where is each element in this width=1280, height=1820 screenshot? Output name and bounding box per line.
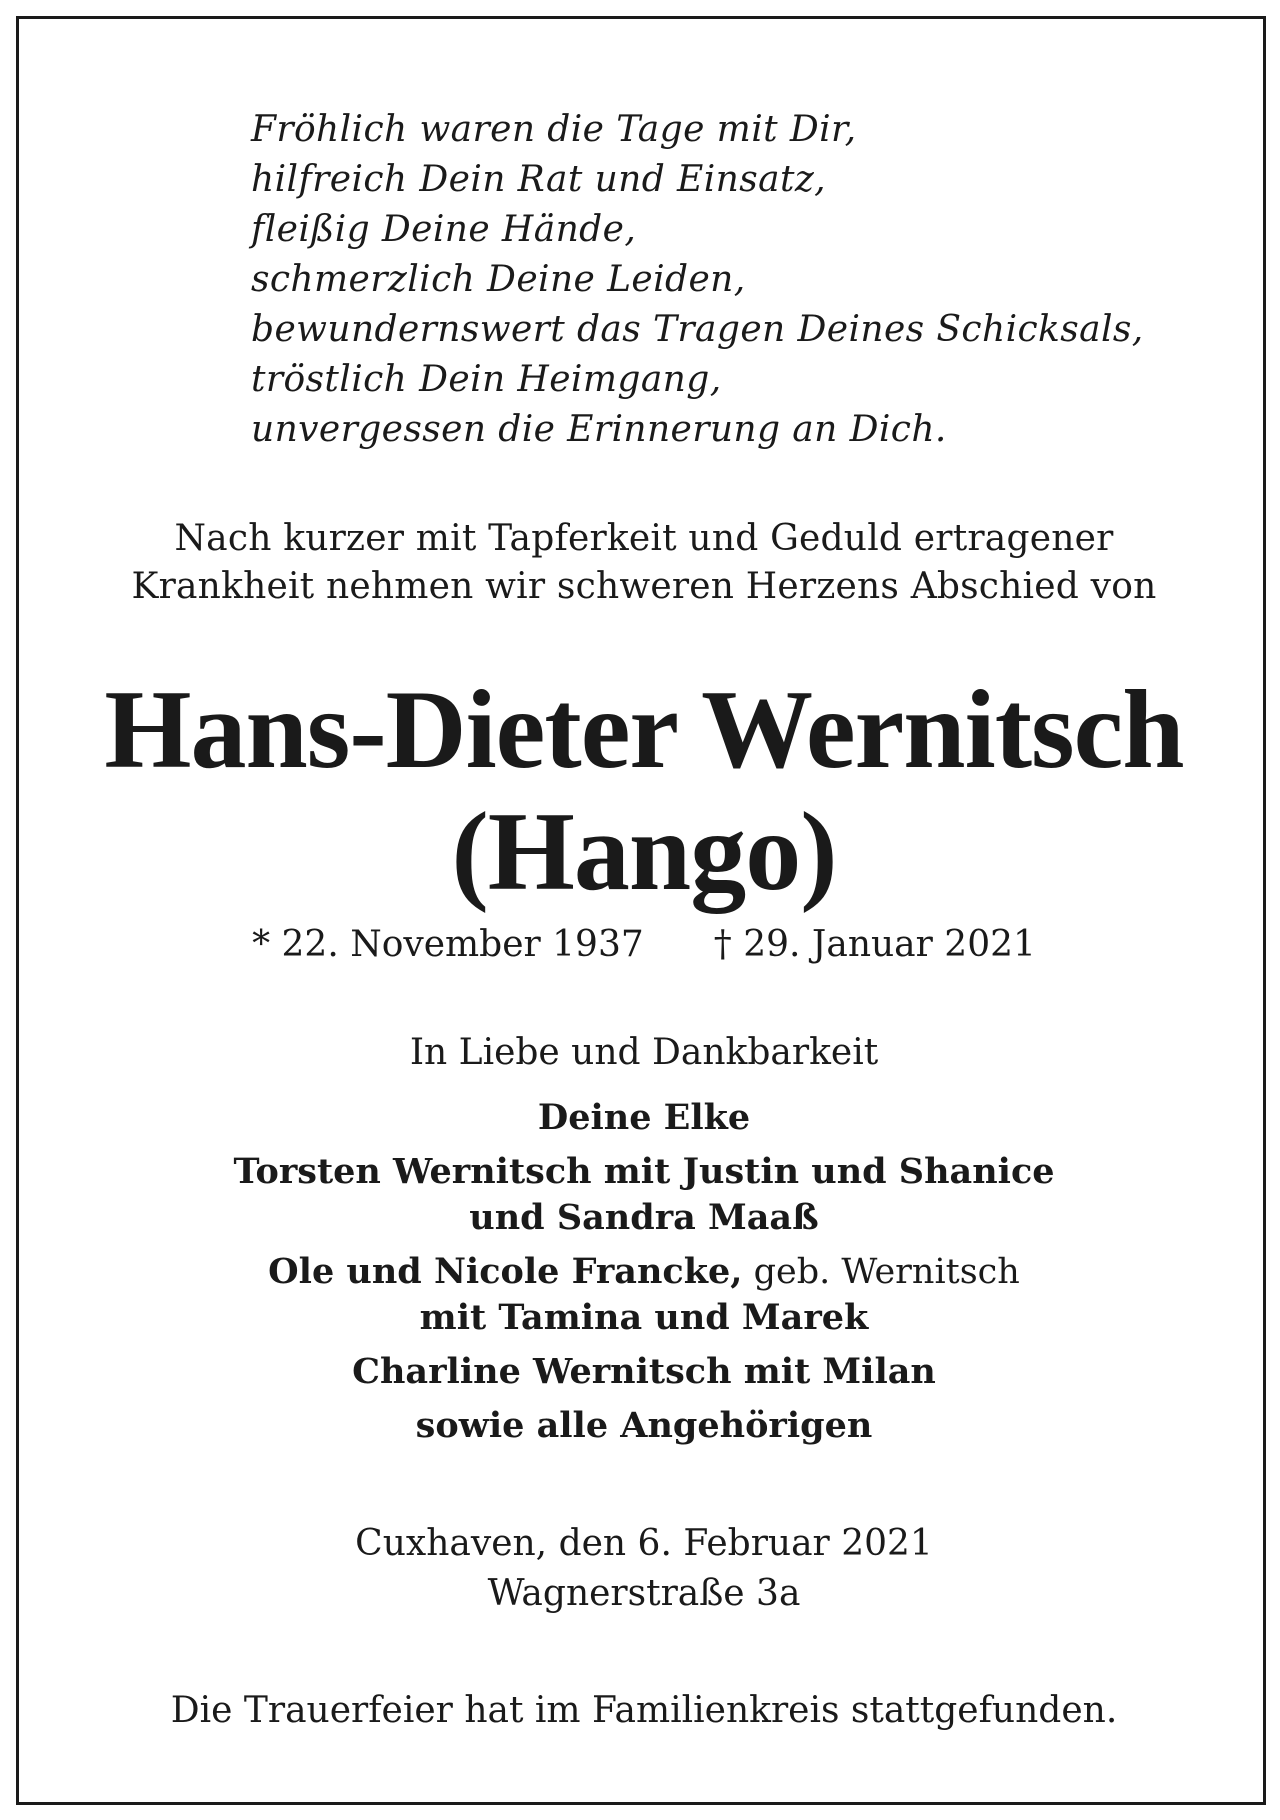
death-date: † 29. Januar 2021 — [713, 924, 1036, 965]
mourner-ole — [19, 1249, 1269, 1341]
mourners-list — [19, 1095, 1269, 1457]
mourner-relatives: sowie alle Angehörigen — [415, 1405, 873, 1446]
life-dates — [19, 921, 1269, 969]
deceased-nickname: (Hango) — [451, 790, 837, 914]
poem-line: Fröhlich waren die Tage mit Dir, — [251, 109, 857, 150]
mourner-elke: Deine Elke — [537, 1097, 751, 1138]
mourner-line: mit Tamina und Marek — [419, 1297, 869, 1338]
mourner-line: und Sandra Maaß — [469, 1197, 819, 1238]
announcement-line: Nach kurzer mit Tapferkeit und Geduld ertragener — [174, 518, 1114, 559]
poem-line: schmerzlich Deine Leiden, — [251, 259, 746, 300]
poem-line: fleißig Deine Hände, — [251, 209, 637, 250]
announcement-text — [19, 515, 1269, 611]
city-date: Cuxhaven, den 6. Februar 2021 — [355, 1523, 933, 1564]
announcement-line: Krankheit nehmen wir schweren Herzens Abschied von — [131, 566, 1157, 607]
deceased-name-block — [19, 669, 1269, 913]
address: Wagnerstraße 3a — [487, 1573, 801, 1614]
mourner-line: Torsten Wernitsch mit Justin und Shanice — [233, 1151, 1055, 1192]
mourner-line — [19, 1249, 1269, 1295]
dedication-line: In Liebe und Dankbarkeit — [409, 1032, 879, 1073]
deceased-name: Hans-Dieter Wernitsch — [104, 668, 1184, 792]
memorial-poem — [251, 105, 1144, 455]
poem-line: unvergessen die Erinnerung an Dich. — [251, 409, 947, 450]
poem-line: hilfreich Dein Rat und Einsatz, — [251, 159, 827, 200]
maiden-name-note: geb. Wernitsch — [742, 1252, 1020, 1292]
poem-line: bewundernswert das Tragen Deines Schicksals, — [251, 309, 1144, 350]
obituary-notice — [16, 16, 1266, 1805]
funeral-note: Die Trauerfeier hat im Familienkreis stattgefunden. — [170, 1690, 1118, 1731]
poem-line: tröstlich Dein Heimgang, — [251, 359, 722, 400]
place-and-date — [19, 1519, 1269, 1619]
mourner-charline: Charline Wernitsch mit Milan — [352, 1351, 936, 1392]
mourner-torsten — [19, 1149, 1269, 1241]
birth-date: * 22. November 1937 — [252, 924, 644, 965]
mourner-names: Ole und Nicole Francke, — [268, 1251, 743, 1292]
